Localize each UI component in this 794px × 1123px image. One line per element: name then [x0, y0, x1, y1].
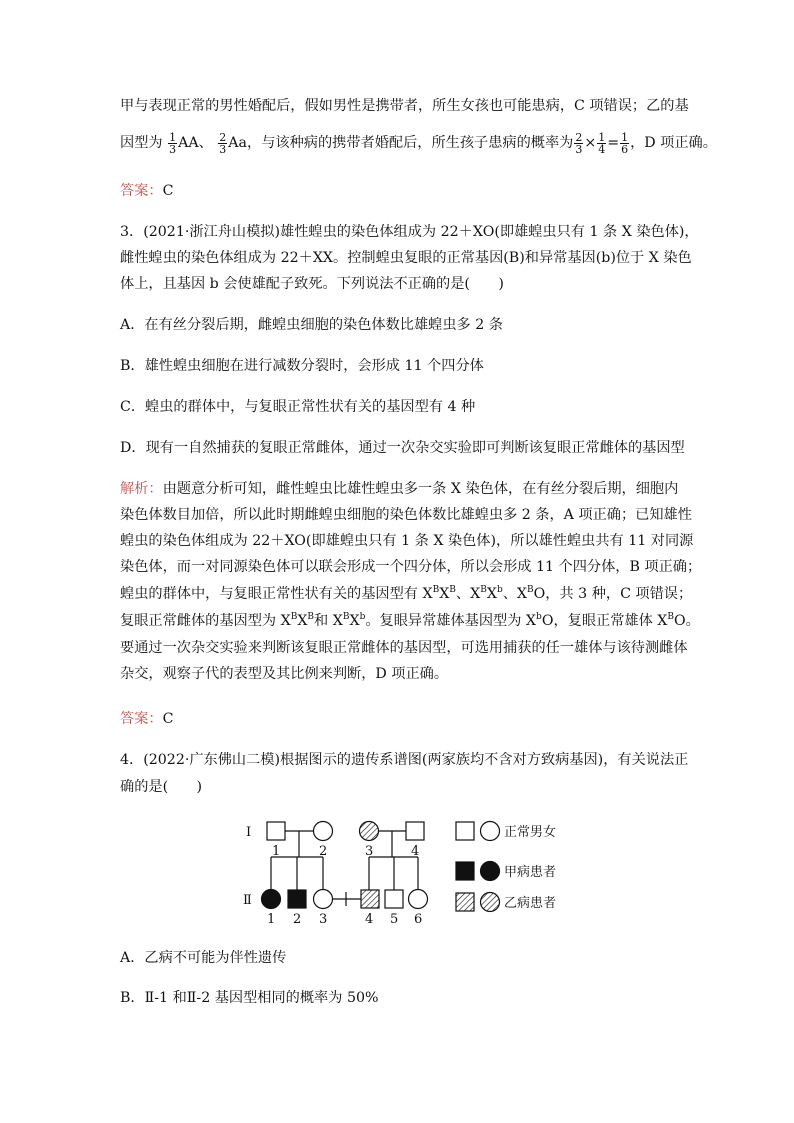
analysis-label: 解析：: [120, 481, 163, 497]
q3-analysis-line-5: 蝗虫的群体中，与复眼正常性状有关的基因型有 $X^BX^B$、$X^BX^b$、$X^BO$，共 3 种，C 项错误；: [120, 585, 693, 602]
q3-stem-line-2: 雌性蝗虫的染色体组成为 22＋XX。控制蝗虫复眼的正常基因(B)和异常基因(b)位于 X 染色: [120, 250, 692, 266]
generation-label-II: Ⅱ: [243, 893, 252, 908]
fraction: $\frac{1}{3}$: [169, 130, 177, 156]
fraction: $\frac{1}{6}$: [621, 130, 629, 156]
individual-II-3-normal-female: [314, 890, 333, 909]
q3-option-b: B．雄性蝗虫细胞在进行减数分裂时，会形成 11 个四分体: [120, 358, 484, 374]
q3-option-c: C．蝗虫的群体中，与复眼正常性状有关的基因型有 4 种: [120, 399, 476, 415]
prev-analysis-line-1: 甲与表现正常的男性婚配后，假如男性是携带者，所生女孩也可能患病，C 项错误；乙的基: [120, 98, 689, 114]
legend-jia-male: [456, 862, 474, 880]
individual-II-2-jia-male: [288, 890, 306, 908]
legend-jia-female: [481, 862, 500, 881]
legend-yi-male: [456, 893, 474, 911]
individual-number: 3: [365, 844, 374, 859]
q3-option-d: D．现有一自然捕获的复眼正常雌体，通过一次杂交实验即可判断该复眼正常雌体的基因型: [120, 440, 685, 456]
fraction: $\frac{1}{4}$: [598, 130, 606, 156]
individual-number: 6: [414, 912, 423, 927]
q3-analysis-line-6: 复眼正常雌体的基因型为 $X^BX^B$和 $X^BX^b$。复眼异常雄体基因型为 $X^bO$，复眼正常雄体 $X^BO$。: [120, 612, 700, 629]
legend-yi-label: 乙病患者: [504, 896, 557, 911]
legend-normal-male: [456, 822, 474, 840]
legend-normal-label: 正常男女: [504, 825, 557, 840]
q4-stem-line-2: 确的是( ): [120, 779, 203, 795]
legend-jia-label: 甲病患者: [504, 865, 557, 880]
q4-stem-line-1: 4．(2022·广东佛山二模)根据图示的遗传系谱图(两家族均不含对方致病基因)，有关说法正: [120, 752, 689, 768]
fraction: $\frac{2}{3}$: [575, 130, 583, 156]
q3-analysis-line-7: 要通过一次杂交实验来判断该复眼正常雌体的基因型，可选用捕获的任一雄体与该待测雌体: [120, 640, 688, 656]
q3-analysis-line-2: 染色体数目加倍，所以此时期雌蝗虫细胞的染色体数比雄蝗虫多 2 条，A 项正确；已知雄性: [120, 507, 692, 523]
legend-normal-female: [481, 822, 500, 841]
individual-number: 1: [272, 844, 281, 859]
individual-I-2-normal-female: [314, 822, 333, 841]
fraction: $\frac{2}{3}$: [219, 130, 227, 156]
q3-analysis-line-8: 杂交，观察子代的表型及其比例来判断，D 项正确。: [120, 666, 449, 682]
individual-number: 2: [293, 912, 302, 927]
individual-I-3-yi-female: [360, 822, 379, 841]
q3-analysis-line-4: 染色体，而一对同源染色体可以联会形成一个四分体，所以会形成 11 个四分体，B 项正确；: [120, 559, 702, 575]
q3-stem-line-3: 体上，且基因 b 会使雄配子致死。下列说法不正确的是( ): [120, 276, 504, 292]
q3-stem-line-1: 3．(2021·浙江舟山模拟)雄性蝗虫的染色体组成为 22＋XO(即雄蝗虫只有 1 条 X 染色体)，: [120, 224, 699, 240]
legend-yi-female: [481, 893, 500, 912]
individual-II-1-jia-female: [262, 890, 281, 909]
q3-analysis-line-1: 解析：由题意分析可知，雌性蝗虫比雄性蝗虫多一条 X 染色体，在有丝分裂后期，细胞内: [120, 481, 679, 497]
answer-3: 答案：C: [120, 711, 174, 727]
generation-label-I: Ⅰ: [246, 825, 252, 840]
individual-number: 4: [411, 844, 420, 859]
individual-I-1-normal-male: [267, 822, 285, 840]
individual-I-4-normal-male: [406, 822, 424, 840]
individual-number: 4: [365, 912, 374, 927]
individual-II-5-normal-male: [385, 890, 403, 908]
individual-number: 5: [390, 912, 399, 927]
answer-2: 答案：C: [120, 183, 174, 199]
q3-analysis-line-3: 蝗虫的染色体组成为 22＋XO(即雄蝗虫只有 1 条 X 染色体)，所以雄性蝗虫共有 11 对同源: [120, 533, 694, 549]
q4-option-b: B．Ⅱ-1 和Ⅱ-2 基因型相同的概率为 50%: [120, 990, 379, 1006]
individual-number: 1: [267, 912, 276, 927]
individual-II-4-yi-male: [361, 890, 379, 908]
q4-option-a: A．乙病不可能为伴性遗传: [120, 950, 287, 966]
prev-analysis-line-2: 因型为 $\frac{1}{3}$ AA、 $\frac{2}{3}$ Aa，与该种病的携带者婚配后，所生孩子患病的概率为 $\frac{2}{3}$ × $\frac{1}{4}$ = $\frac{1}{6}$ ，D 项正确。: [120, 130, 717, 156]
individual-II-6-normal-female: [409, 890, 428, 909]
individual-number: 3: [319, 912, 328, 927]
q3-option-a: A．在有丝分裂后期，雌蝗虫细胞的染色体数比雄蝗虫多 2 条: [120, 317, 503, 333]
individual-number: 2: [319, 844, 328, 859]
